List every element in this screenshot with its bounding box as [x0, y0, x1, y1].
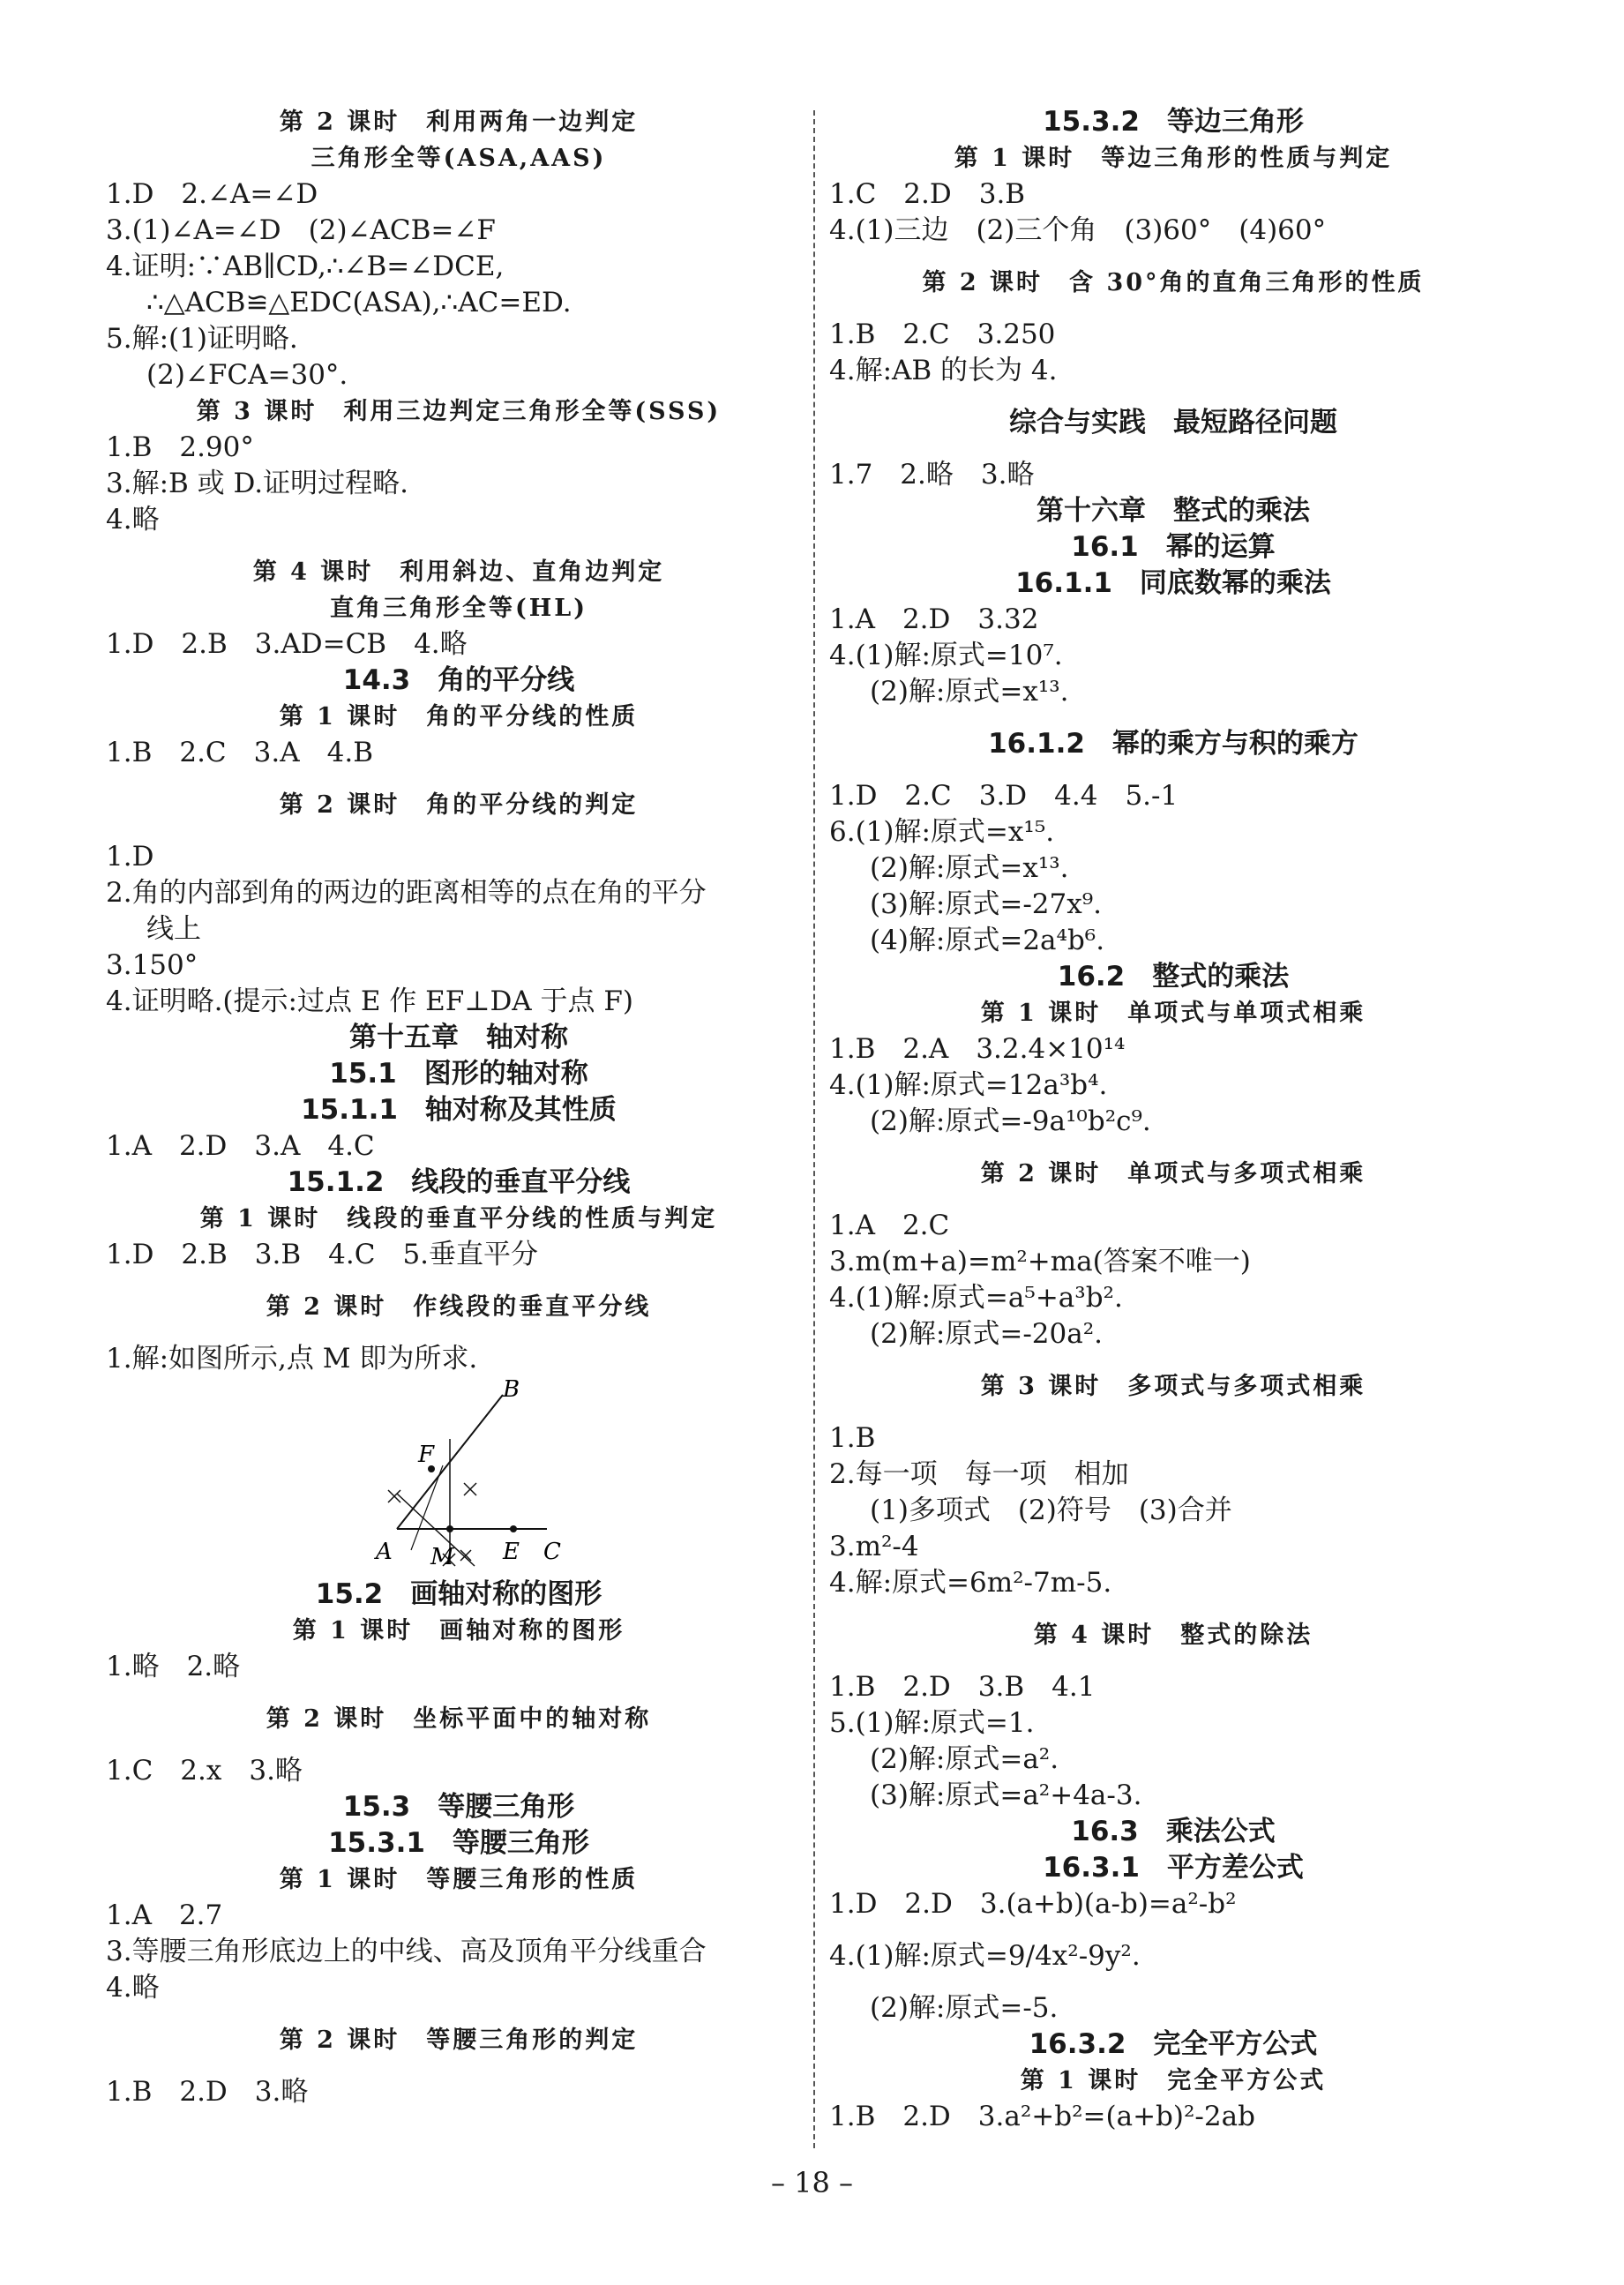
label-f: F: [418, 1442, 435, 1468]
answer-line: 4.(1)解:原式=12a³b⁴.: [829, 1069, 1108, 1101]
label-b: B: [503, 1377, 520, 1403]
answer-line: 1.B 2.D 3.略: [106, 2076, 309, 2108]
section-heading: 16.2 整式的乘法: [1057, 961, 1290, 993]
perpendicular-bisector-figure: [106, 1377, 812, 1577]
section-heading: 14.3 角的平分线: [342, 664, 575, 696]
answer-line: 1.B 2.D 3.a²+b²=(a+b)²-2ab: [829, 2101, 1255, 2132]
lesson-heading: 第 4 课时 利用斜边、直角边判定: [252, 558, 665, 586]
section-heading: 15.2 画轴对称的图形: [315, 1578, 602, 1610]
lesson-heading: 第 1 课时 线段的垂直平分线的性质与判定: [199, 1205, 718, 1232]
geometry-diagram: [362, 1377, 591, 1577]
answer-line: 4.(1)解:原式=10⁷.: [829, 640, 1063, 671]
page-number: – 18 –: [770, 2166, 854, 2199]
answer-line: 4.(1)解:原式=a⁵+a³b².: [829, 1282, 1123, 1314]
answer-line: 线上: [146, 913, 201, 945]
answer-line: 1.D 2.B 3.AD=CB 4.略: [106, 628, 468, 660]
lesson-heading: 第 3 课时 多项式与多项式相乘: [980, 1373, 1366, 1400]
lesson-heading: 第 2 课时 单项式与多项式相乘: [980, 1160, 1366, 1187]
answer-line: 4.略: [106, 504, 160, 536]
answer-line: 4.证明略.(提示:过点 E 作 EF⊥DA 于点 F): [106, 985, 634, 1017]
column-divider: [813, 110, 815, 2148]
lesson-heading: 第 1 课时 单项式与单项式相乘: [980, 1000, 1366, 1027]
answer-line: 1.D 2.B 3.B 4.C 5.垂直平分: [106, 1239, 539, 1270]
lesson-heading: 第 1 课时 画轴对称的图形: [292, 1617, 625, 1644]
answer-line: 4.证明:∵AB∥CD,∴∠B=∠DCE,: [106, 251, 505, 282]
section-heading: 15.1.1 轴对称及其性质: [301, 1094, 617, 1126]
section-heading: 16.3.2 完全平方公式: [1029, 2028, 1318, 2060]
answer-line: 1.7 2.略 3.略: [829, 459, 1035, 491]
lesson-heading: 第 4 课时 整式的除法: [1033, 1622, 1313, 1649]
section-heading: 16.1.2 幂的乘方与积的乘方: [988, 728, 1358, 760]
lesson-heading: 第 3 课时 利用三边判定三角形全等(SSS): [196, 398, 722, 425]
answer-line: 1.解:如图所示,点 M 即为所求.: [106, 1343, 478, 1375]
answer-line: (2)解:原式=x¹³.: [870, 852, 1069, 884]
answer-line: 1.D: [106, 841, 154, 873]
answer-line: (2)解:原式=-9a¹⁰b²c⁹.: [870, 1105, 1151, 1137]
answer-line: 1.C 2.x 3.略: [106, 1755, 303, 1787]
lesson-heading: 三角形全等(ASA,AAS): [311, 145, 607, 172]
section-heading: 16.1.1 同底数幂的乘法: [1015, 567, 1331, 599]
label-e: E: [503, 1539, 520, 1565]
answer-line: (2)解:原式=x¹³.: [870, 676, 1069, 708]
answer-line: (2)∠FCA=30°.: [146, 359, 348, 391]
answer-line: 1.B: [829, 1422, 876, 1454]
lesson-heading: 第 1 课时 等腰三角形的性质: [279, 1866, 639, 1893]
section-heading: 第十六章 整式的乘法: [1037, 495, 1310, 527]
answer-line: (2)解:原式=-5.: [870, 1992, 1059, 2024]
answer-line: 1.A 2.7: [106, 1899, 223, 1931]
lesson-heading: 第 2 课时 利用两角一边判定: [279, 109, 639, 136]
answer-line: 3.m(m+a)=m²+ma(答案不唯一): [829, 1246, 1251, 1277]
answer-line: (4)解:原式=2a⁴b⁶.: [870, 925, 1105, 956]
answer-line: (2)解:原式=a².: [870, 1743, 1059, 1775]
answer-line: ∴△ACB≌△EDC(ASA),∴AC=ED.: [146, 287, 572, 318]
answer-line: 3.m²-4: [829, 1531, 919, 1562]
lesson-heading: 第 2 课时 角的平分线的判定: [279, 791, 639, 819]
answer-line: 2.角的内部到角的两边的距离相等的点在角的平分: [106, 877, 707, 909]
answer-line: (3)解:原式=-27x⁹.: [870, 888, 1103, 920]
answer-line: 5.(1)解:原式=1.: [829, 1707, 1035, 1739]
lesson-heading: 第 2 课时 等腰三角形的判定: [279, 2027, 639, 2054]
answer-line: 1.A 2.C: [829, 1210, 950, 1241]
answer-line: 1.A 2.D 3.32: [829, 603, 1039, 635]
lesson-heading: 第 1 课时 角的平分线的性质: [279, 703, 639, 730]
answer-line: 4.(1)三边 (2)三个角 (3)60° (4)60°: [829, 214, 1327, 246]
answer-line: 1.A 2.D 3.A 4.C: [106, 1130, 375, 1162]
section-heading: 15.1.2 线段的垂直平分线: [287, 1166, 631, 1198]
answer-line: 1.B 2.D 3.B 4.1: [829, 1671, 1096, 1703]
lesson-heading: 第 1 课时 等边三角形的性质与判定: [954, 145, 1393, 172]
answer-line: 1.B 2.C 3.250: [829, 318, 1056, 350]
section-heading: 16.1 幂的运算: [1071, 531, 1276, 563]
answer-line: 1.B 2.C 3.A 4.B: [106, 737, 373, 768]
section-heading: 15.1 图形的轴对称: [329, 1058, 588, 1090]
section-heading: 15.3.1 等腰三角形: [328, 1827, 589, 1859]
label-m: M: [430, 1544, 454, 1570]
answer-line: 2.每一项 每一项 相加: [829, 1458, 1129, 1490]
lesson-heading: 第 2 课时 坐标平面中的轴对称: [266, 1705, 652, 1733]
right-column: [829, 104, 1517, 2135]
answer-line: 6.(1)解:原式=x¹⁵.: [829, 816, 1055, 848]
left-column: [106, 104, 812, 2110]
section-heading: 15.3 等腰三角形: [342, 1791, 575, 1823]
section-heading: 16.3 乘法公式: [1071, 1816, 1276, 1847]
answer-line: 3.等腰三角形底边上的中线、高及顶角平分线重合: [106, 1936, 707, 1967]
answer-line: 4.略: [106, 1972, 160, 2004]
answer-line: 4.解:原式=6m²-7m-5.: [829, 1567, 1112, 1599]
answer-line: 4.(1)解:原式=9/4x²-9y².: [829, 1940, 1141, 1972]
label-a: A: [376, 1539, 393, 1565]
lesson-heading: 直角三角形全等(HL): [329, 595, 588, 622]
lesson-heading: 第 2 课时 作线段的垂直平分线: [266, 1293, 652, 1321]
answer-line: 1.D 2.D 3.(a+b)(a-b)=a²-b²: [829, 1888, 1237, 1920]
answer-line: 1.D 2.∠A=∠D: [106, 178, 318, 210]
answer-line: (1)多项式 (2)符号 (3)合并: [870, 1495, 1232, 1526]
lesson-heading: 第 1 课时 完全平方公式: [1020, 2067, 1327, 2094]
answer-line: 1.B 2.A 3.2.4×10¹⁴: [829, 1033, 1126, 1065]
answer-line: (3)解:原式=a²+4a-3.: [870, 1779, 1142, 1811]
answer-line: 1.略 2.略: [106, 1651, 241, 1682]
section-heading: 第十五章 轴对称: [349, 1022, 568, 1053]
answer-line: 5.解:(1)证明略.: [106, 323, 298, 355]
section-heading: 15.3.2 等边三角形: [1043, 106, 1304, 138]
lesson-heading: 第 2 课时 含 30°角的直角三角形的性质: [922, 269, 1425, 296]
answer-line: 1.B 2.90°: [106, 431, 254, 463]
answer-line: (2)解:原式=-20a².: [870, 1318, 1104, 1350]
label-c: C: [543, 1539, 561, 1565]
section-heading: 综合与实践 最短路径问题: [1009, 407, 1337, 438]
answer-line: 1.C 2.D 3.B: [829, 178, 1026, 210]
answer-line: 3.150°: [106, 949, 198, 981]
answer-line: 4.解:AB 的长为 4.: [829, 355, 1058, 386]
section-heading: 16.3.1 平方差公式: [1043, 1852, 1304, 1884]
answer-line: 1.D 2.C 3.D 4.4 5.-1: [829, 780, 1179, 812]
answer-line: 3.(1)∠A=∠D (2)∠ACB=∠F: [106, 214, 496, 246]
answer-line: 3.解:B 或 D.证明过程略.: [106, 468, 408, 499]
